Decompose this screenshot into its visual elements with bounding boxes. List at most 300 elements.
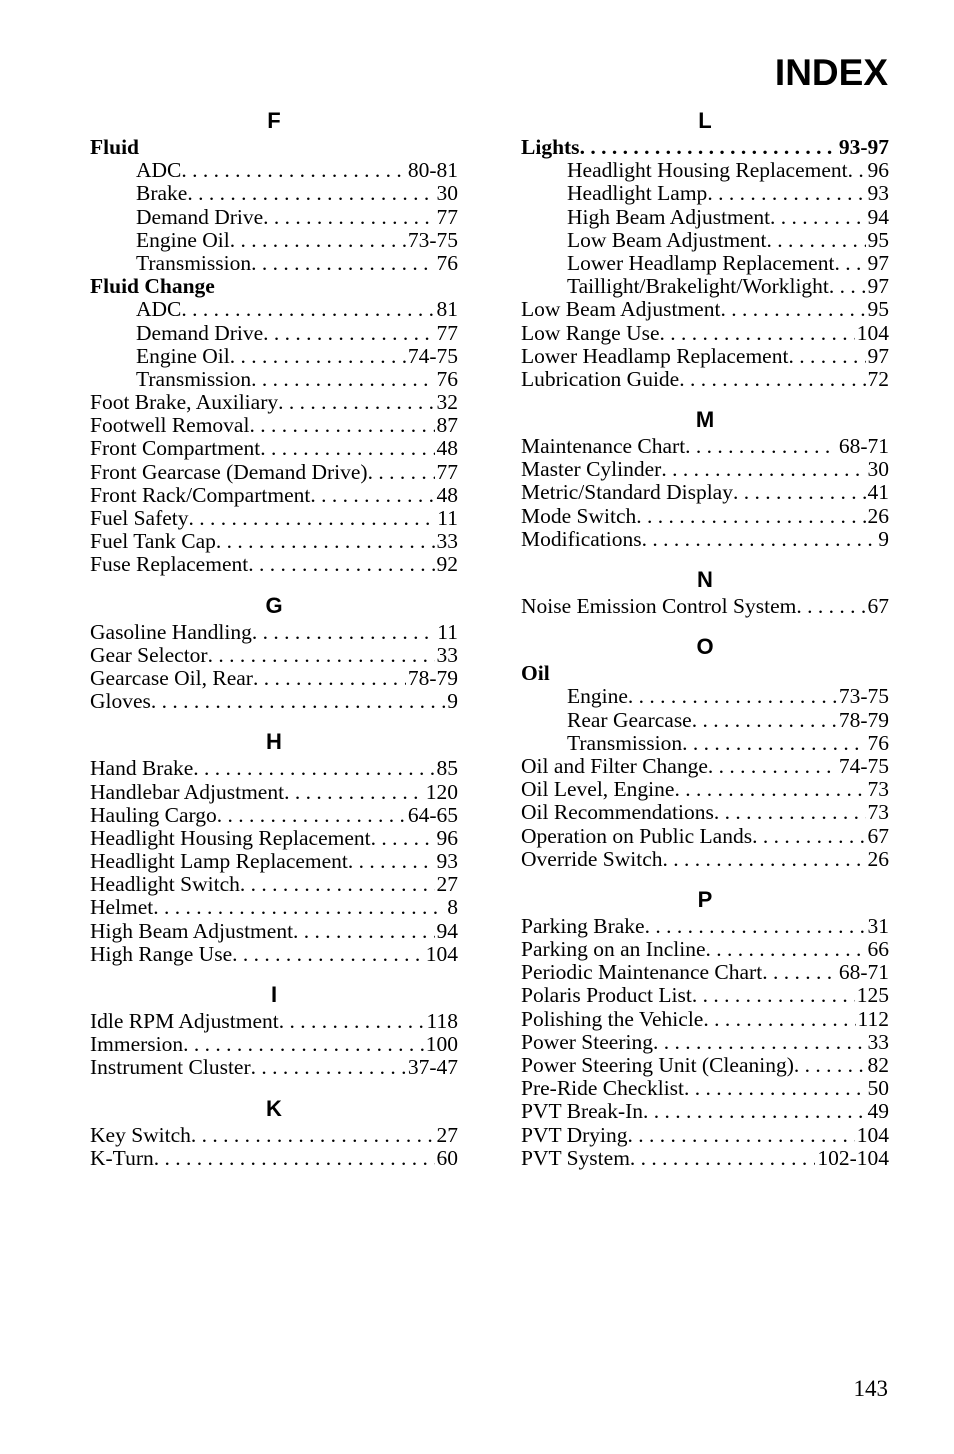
index-entry	[90, 437, 458, 460]
index-entry	[521, 481, 889, 504]
entry-label: Immersion	[90, 1032, 184, 1057]
entry-label: Lights	[521, 135, 580, 159]
entry-page: 76	[436, 250, 458, 275]
section-letter: N	[697, 567, 713, 592]
entry-page: 76	[436, 366, 458, 391]
section-letter: O	[696, 634, 714, 660]
index-entry	[90, 781, 458, 804]
entry-label: Gasoline Handling	[90, 619, 252, 644]
entry-page: 74-75	[838, 753, 889, 778]
entry-label: Gear Selector	[90, 642, 208, 667]
dot-leader	[752, 825, 865, 848]
entry-label: Hand Brake	[90, 756, 194, 781]
section-letter: P	[697, 886, 713, 912]
dot-leader	[642, 528, 877, 551]
entry-page: 97	[867, 274, 889, 299]
entry-label: Oil and Filter Change	[521, 753, 708, 778]
index-column-left	[90, 106, 458, 1170]
index-entry	[521, 938, 889, 961]
entry-label: Parking on an Incline	[521, 937, 706, 962]
index-subentry	[521, 275, 889, 298]
dot-leader	[766, 229, 865, 252]
entry-label: Mode Switch	[521, 503, 637, 528]
entry-label: Fluid Change	[90, 274, 215, 299]
dot-leader	[187, 182, 434, 205]
entry-page: 78-79	[838, 707, 889, 732]
entry-label: Fuse Replacement	[90, 552, 249, 577]
entry-page: 11	[437, 619, 458, 644]
index-subentry	[521, 709, 889, 732]
index-subentry	[90, 159, 458, 182]
entry-label: Parking Brake	[521, 913, 645, 938]
dot-leader	[720, 298, 865, 321]
entry-label: Power Steering Unit (Cleaning)	[521, 1053, 794, 1077]
dot-leader	[645, 915, 866, 938]
entry-page: 94	[867, 204, 889, 229]
entry-page: 93	[436, 849, 458, 874]
dot-leader	[193, 757, 434, 780]
entry-label: Low Beam Adjustment	[567, 227, 767, 252]
entry-label: Engine Oil	[136, 227, 230, 252]
index-entry	[90, 757, 458, 780]
dot-leader	[630, 1147, 815, 1170]
index-subentry	[90, 322, 458, 345]
dot-leader	[153, 896, 445, 919]
entry-page: 95	[867, 227, 889, 252]
entry-label: K-Turn	[90, 1145, 154, 1170]
entry-page: 82	[867, 1053, 889, 1077]
entry-label: Fluid	[90, 135, 139, 159]
index-entry	[90, 644, 458, 667]
index-entry	[521, 435, 889, 458]
entry-page: 102-104	[817, 1145, 889, 1170]
dot-leader	[834, 252, 865, 275]
entry-page: 48	[436, 436, 458, 461]
dot-leader	[684, 1077, 865, 1100]
dot-leader	[692, 709, 837, 732]
entry-page: 118	[426, 1009, 458, 1033]
entry-label: Taillight/Brakelight/Worklight	[567, 274, 829, 299]
entry-page: 64-65	[407, 802, 458, 827]
entry-label: Maintenance Chart	[521, 434, 686, 459]
dot-leader	[183, 1033, 424, 1056]
entry-page: 81	[436, 297, 458, 322]
index-subentry	[90, 229, 458, 252]
section-letter: G	[265, 592, 283, 618]
index-subentry	[90, 298, 458, 321]
dot-leader	[278, 391, 434, 414]
entry-page: 27	[436, 1122, 458, 1147]
entry-label: High Beam Adjustment	[567, 204, 771, 229]
dot-leader	[293, 920, 434, 943]
entry-page: 32	[436, 390, 458, 415]
entry-label: Handlebar Adjustment	[90, 779, 285, 804]
entry-page: 66	[867, 937, 889, 962]
dot-leader	[708, 755, 837, 778]
entry-label: Operation on Public Lands	[521, 823, 753, 848]
index-entry	[521, 1031, 889, 1054]
dot-leader	[682, 732, 865, 755]
dot-leader	[279, 1010, 425, 1033]
index-entry	[521, 1100, 889, 1123]
entry-label: Gloves	[90, 689, 151, 714]
dot-leader	[260, 437, 434, 460]
entry-page: 27	[436, 872, 458, 897]
dot-leader	[154, 1147, 435, 1170]
index-entry	[521, 298, 889, 321]
entry-label: Master Cylinder	[521, 457, 662, 482]
entry-label: High Beam Adjustment	[90, 918, 294, 943]
entry-label: Periodic Maintenance Chart	[521, 960, 763, 985]
entry-page: 73-75	[838, 684, 889, 709]
index-entry	[90, 850, 458, 873]
index-entry	[90, 391, 458, 414]
entry-page: 93	[867, 181, 889, 206]
index-entry	[90, 667, 458, 690]
dot-leader	[706, 938, 866, 961]
index-entry	[521, 458, 889, 481]
entry-label: Idle RPM Adjustment	[90, 1009, 279, 1033]
entry-label: Headlight Lamp	[567, 181, 708, 206]
entry-label: Transmission	[136, 366, 252, 391]
dot-leader	[151, 690, 445, 713]
entry-page: 48	[436, 482, 458, 507]
section-letter: L	[698, 108, 712, 133]
dot-leader	[663, 848, 866, 871]
entry-label: Fuel Tank Cap	[90, 529, 216, 554]
entry-page: 30	[436, 181, 458, 206]
entry-page: 33	[867, 1029, 889, 1054]
index-entry	[521, 595, 889, 618]
index-entry	[90, 943, 458, 966]
index-entry	[521, 322, 889, 345]
entry-label: PVT Break-In	[521, 1099, 644, 1124]
entry-page: 60	[436, 1145, 458, 1170]
dot-leader	[216, 530, 435, 553]
index-entry	[521, 778, 889, 801]
dot-leader	[251, 1056, 406, 1079]
dot-leader	[794, 1054, 866, 1077]
index-entry	[90, 827, 458, 850]
index-column-right	[521, 106, 889, 1170]
page-title: INDEX	[774, 52, 888, 93]
entry-label: Engine Oil	[136, 343, 230, 368]
index-entry	[90, 275, 458, 298]
dot-leader	[685, 435, 837, 458]
entry-label: PVT Drying	[521, 1122, 628, 1147]
index-entry	[90, 414, 458, 437]
entry-page: 76	[867, 730, 889, 755]
entry-page: 41	[867, 480, 889, 505]
entry-label: Oil Recommendations	[521, 800, 714, 825]
index-entry	[90, 484, 458, 507]
entry-label: Lower Headlamp Replacement	[567, 250, 835, 275]
entry-page: 120	[425, 779, 458, 804]
entry-label: Power Steering	[521, 1029, 653, 1054]
dot-leader	[181, 298, 434, 321]
entry-label: Key Switch	[90, 1122, 191, 1147]
index-entry	[90, 621, 458, 644]
dot-leader	[310, 484, 434, 507]
entry-page: 73-75	[407, 227, 458, 252]
entry-page: 33	[436, 642, 458, 667]
page-number: 143	[853, 1376, 888, 1401]
entry-label: Headlight Lamp Replacement	[90, 849, 348, 874]
entry-page: 100	[425, 1032, 458, 1057]
index-entry	[90, 461, 458, 484]
index-entry	[90, 690, 458, 713]
entry-label: Instrument Cluster	[90, 1055, 251, 1080]
entry-label: Rear Gearcase	[567, 707, 692, 732]
dot-leader	[770, 206, 865, 229]
dot-leader	[251, 252, 434, 275]
dot-leader	[371, 827, 435, 850]
entry-page: 68-71	[838, 434, 889, 459]
entry-page: 85	[436, 756, 458, 781]
entry-label: Transmission	[136, 250, 252, 275]
dot-leader	[707, 182, 865, 205]
entry-page: 26	[867, 846, 889, 871]
dot-leader	[848, 159, 866, 182]
dot-leader	[284, 781, 424, 804]
dot-leader	[829, 275, 866, 298]
entry-page: 78-79	[407, 665, 458, 690]
index-subentry	[90, 206, 458, 229]
entry-label: Front Compartment	[90, 436, 261, 461]
dot-leader	[191, 1124, 435, 1147]
entry-label: Oil Level, Engine	[521, 777, 675, 802]
dot-leader	[636, 505, 865, 528]
index-entry	[90, 1147, 458, 1170]
entry-page: 96	[867, 158, 889, 183]
entry-page: 97	[867, 343, 889, 368]
index-subentry	[90, 252, 458, 275]
dot-leader	[248, 553, 434, 576]
entry-label: Demand Drive	[136, 204, 264, 229]
entry-label: ADC	[136, 297, 182, 322]
entry-label: Low Range Use	[521, 320, 660, 345]
dot-leader	[692, 984, 855, 1007]
dot-leader	[240, 873, 435, 896]
dot-leader	[628, 685, 837, 708]
index-entry	[521, 825, 889, 848]
entry-page: 67	[867, 594, 889, 618]
entry-label: Demand Drive	[136, 320, 264, 345]
entry-page: 67	[867, 823, 889, 848]
section-letter: M	[695, 407, 715, 433]
index-entry	[521, 984, 889, 1007]
entry-page: 72	[867, 366, 889, 391]
entry-label: Headlight Housing Replacement	[90, 825, 371, 850]
index-subentry	[90, 182, 458, 205]
entry-page: 9	[878, 526, 889, 551]
entry-page: 33	[436, 529, 458, 554]
entry-page: 92	[436, 552, 458, 577]
entry-page: 77	[436, 320, 458, 345]
index-subentry	[521, 159, 889, 182]
dot-leader	[628, 1124, 855, 1147]
entry-label: Noise Emission Control System	[521, 594, 797, 618]
entry-label: Brake	[136, 181, 188, 206]
dot-leader	[762, 961, 837, 984]
dot-leader	[181, 159, 405, 182]
entry-page: 80-81	[407, 158, 458, 183]
dot-leader	[660, 322, 855, 345]
entry-label: Headlight Switch	[90, 872, 240, 897]
entry-label: Engine	[567, 684, 628, 709]
entry-label: Front Gearcase (Demand Drive)	[90, 459, 368, 484]
entry-label: Transmission	[567, 730, 683, 755]
index-subentry	[521, 252, 889, 275]
dot-leader	[661, 458, 865, 481]
entry-page: 11	[437, 506, 458, 530]
entry-page: 37-47	[407, 1055, 458, 1080]
entry-label: Low Beam Adjustment	[521, 297, 721, 322]
entry-label: Modifications	[521, 526, 642, 551]
dot-leader	[230, 229, 406, 252]
entry-label: Front Rack/Compartment	[90, 482, 311, 507]
index-entry	[521, 528, 889, 551]
entry-page: 93-97	[838, 135, 889, 159]
index-entry	[521, 1077, 889, 1100]
index-entry	[90, 920, 458, 943]
entry-label: Oil	[521, 661, 550, 686]
dot-leader	[251, 368, 434, 391]
index-entry	[90, 896, 458, 919]
index-subentry	[90, 368, 458, 391]
entry-page: 30	[867, 457, 889, 482]
index-entry	[521, 136, 889, 159]
entry-page: 125	[856, 983, 889, 1008]
dot-leader	[249, 414, 434, 437]
entry-label: Headlight Housing Replacement	[567, 158, 848, 183]
entry-page: 73	[867, 777, 889, 802]
index-entry	[90, 1033, 458, 1056]
dot-leader	[189, 507, 436, 530]
entry-page: 95	[867, 297, 889, 322]
entry-label: Lower Headlamp Replacement	[521, 343, 789, 368]
index-entry	[521, 1054, 889, 1077]
entry-page: 73	[867, 800, 889, 825]
entry-label: Override Switch	[521, 846, 663, 871]
index-entry	[90, 136, 458, 159]
dot-leader	[230, 345, 406, 368]
dot-leader	[788, 345, 865, 368]
entry-page: 96	[436, 825, 458, 850]
dot-leader	[208, 644, 435, 667]
entry-label: Fuel Safety	[90, 506, 189, 530]
entry-label: Hauling Cargo	[90, 802, 217, 827]
dot-leader	[653, 1031, 866, 1054]
index-entry	[521, 1008, 889, 1031]
dot-leader	[733, 481, 866, 504]
section-letter: H	[266, 729, 282, 755]
index-entry	[521, 848, 889, 871]
entry-page: 104	[856, 1122, 889, 1147]
index-entry	[90, 1010, 458, 1033]
index-subentry	[521, 206, 889, 229]
dot-leader	[263, 206, 434, 229]
entry-page: 97	[867, 250, 889, 275]
entry-label: Polaris Product List	[521, 983, 692, 1008]
entry-page: 31	[867, 913, 889, 938]
index-subentry	[521, 685, 889, 708]
entry-page: 50	[867, 1076, 889, 1101]
entry-page: 74-75	[407, 343, 458, 368]
index-entry	[521, 961, 889, 984]
index-entry	[521, 368, 889, 391]
index-entry	[90, 530, 458, 553]
index-entry	[521, 755, 889, 778]
dot-leader	[217, 804, 406, 827]
dot-leader	[348, 850, 435, 873]
entry-page: 87	[436, 413, 458, 438]
entry-label: Footwell Removal	[90, 413, 250, 438]
index-entry	[521, 505, 889, 528]
entry-label: Helmet	[90, 895, 154, 920]
index-entry	[90, 873, 458, 896]
entry-label: Lubrication Guide	[521, 366, 680, 391]
entry-page: 104	[856, 320, 889, 345]
entry-page: 77	[436, 204, 458, 229]
entry-page: 112	[857, 1006, 889, 1031]
index-subentry	[90, 345, 458, 368]
dot-leader	[368, 461, 435, 484]
entry-page: 9	[447, 689, 458, 714]
dot-leader	[252, 621, 435, 644]
dot-leader	[674, 778, 865, 801]
entry-label: Polishing the Vehicle	[521, 1006, 704, 1031]
entry-page: 8	[447, 895, 458, 920]
index-entry	[521, 1147, 889, 1170]
entry-label: Foot Brake, Auxiliary	[90, 390, 279, 415]
index-entry	[521, 662, 889, 685]
dot-leader	[714, 801, 866, 824]
entry-page: 26	[867, 503, 889, 528]
dot-leader	[796, 595, 865, 618]
dot-leader	[253, 667, 406, 690]
entry-page: 77	[436, 459, 458, 484]
entry-page: 104	[425, 941, 458, 966]
index-entry	[521, 915, 889, 938]
index-entry	[521, 345, 889, 368]
index-subentry	[521, 229, 889, 252]
section-letter: F	[267, 108, 281, 133]
entry-page: 68-71	[838, 960, 889, 985]
index-entry	[521, 801, 889, 824]
entry-page: 94	[436, 918, 458, 943]
dot-leader	[580, 136, 837, 159]
entry-label: ADC	[136, 158, 182, 183]
dot-leader	[232, 943, 424, 966]
entry-page: 49	[867, 1099, 889, 1124]
section-letter: K	[266, 1095, 282, 1121]
entry-label: Gearcase Oil, Rear	[90, 665, 253, 690]
entry-label: Pre-Ride Checklist	[521, 1076, 685, 1101]
index-entry	[90, 804, 458, 827]
dot-leader	[679, 368, 865, 391]
dot-leader	[643, 1100, 865, 1123]
dot-leader	[703, 1008, 855, 1031]
entry-label: PVT System	[521, 1145, 630, 1170]
index-entry	[90, 507, 458, 530]
index-entry	[521, 1124, 889, 1147]
dot-leader	[263, 322, 434, 345]
index-entry	[90, 553, 458, 576]
section-letter: I	[270, 982, 278, 1007]
index-entry	[90, 1124, 458, 1147]
index-subentry	[521, 182, 889, 205]
